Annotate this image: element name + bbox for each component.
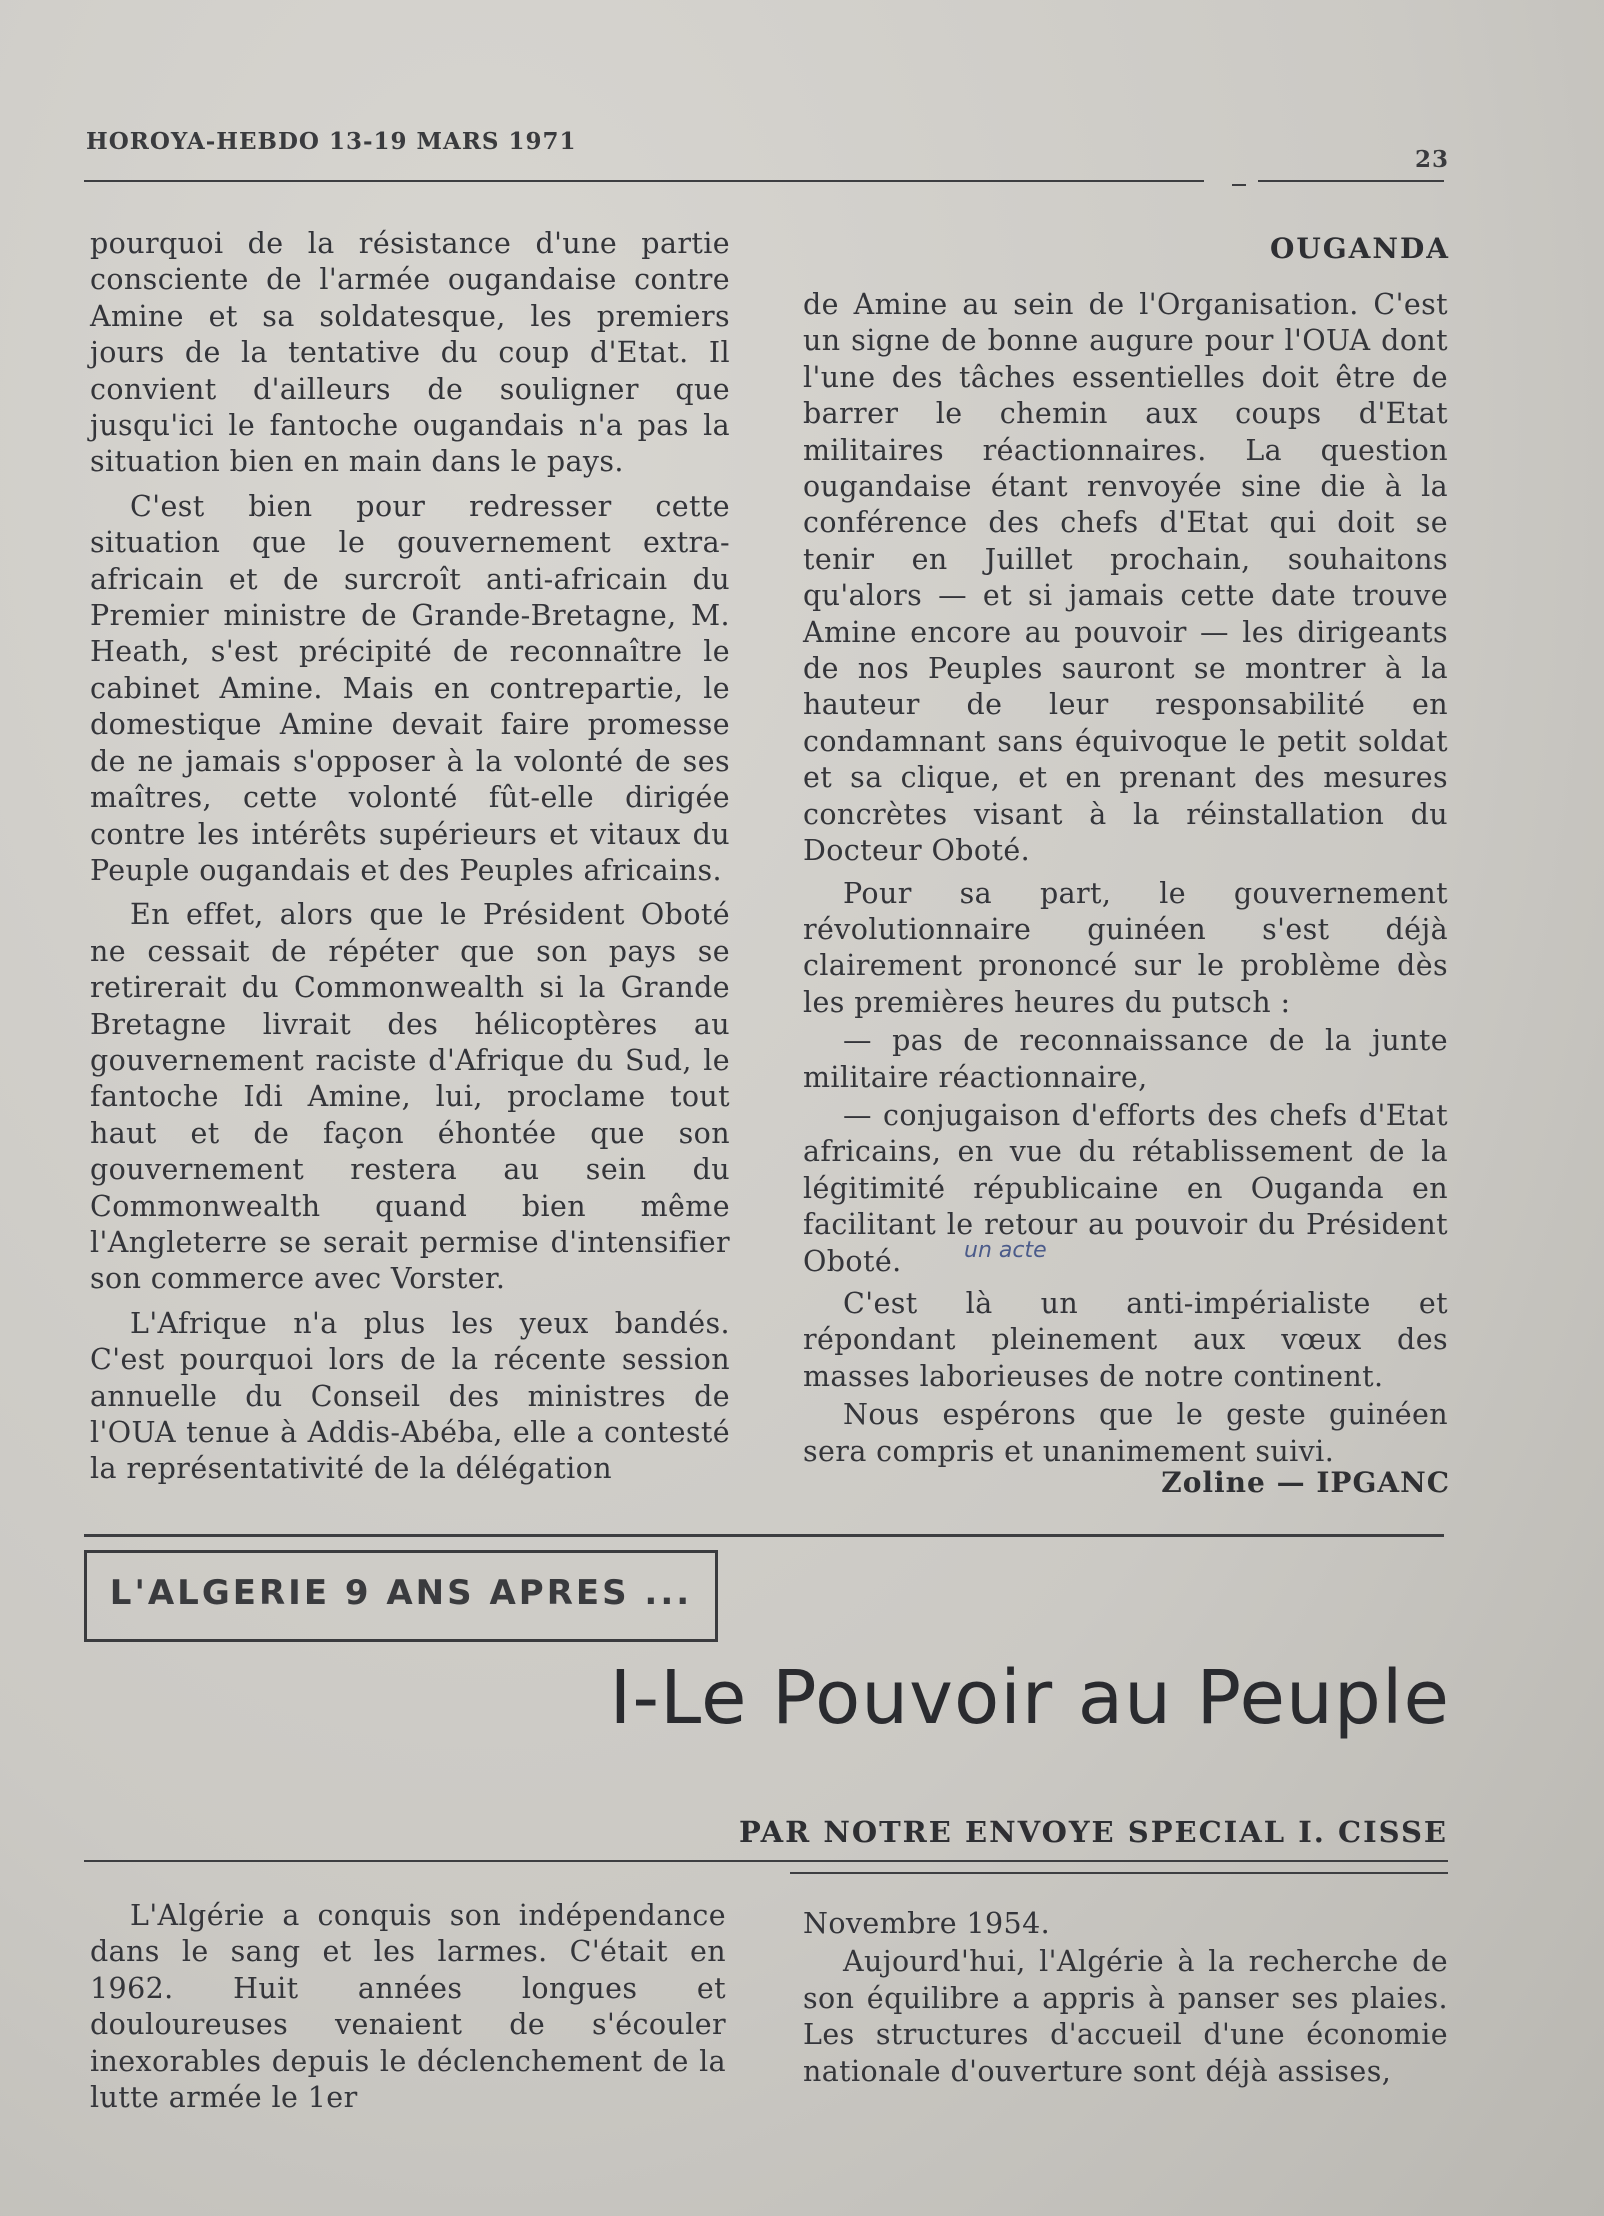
handwritten-note: un acte xyxy=(964,1238,1047,1263)
byline: Zoline — IPGANC xyxy=(1161,1466,1450,1499)
paragraph: L'Afrique n'a plus les yeux bandés. C'est pourquoi lors de la récente session annuelle du Conseil des ministres de l'OUA tenue à Addis-Abéba, elle a contesté la représentativité de la délégation xyxy=(90,1306,730,1486)
paragraph: C'est là un anti-impérialiste et répondant pleinement aux vœux des masses laborieuses de notre continent. xyxy=(803,1286,1448,1393)
paragraph: pourquoi de la résistance d'une partie consciente de l'armée ougandaise contre Amine et sa soldatesque, les premiers jours de la tentative du coup d'Etat. Il convient d'ailleurs de souligner que jusqu'ici le fantoche ougandais n'a pas la situation bien en main dans le pays. xyxy=(90,227,730,479)
header-rule xyxy=(84,180,1204,182)
author-rule xyxy=(84,1860,1448,1862)
paragraph: — conjugaison d'efforts des chefs d'Etat africains, en vue du rétablissement de la légitimité républicaine en Ouganda en facilitant le retour au pouvoir du Président Oboté. xyxy=(803,1098,1448,1278)
author-line: PAR NOTRE ENVOYE SPECIAL I. CISSE xyxy=(738,1815,1448,1849)
paragraph: L'Algérie a conquis son indépendance dans le sang et les larmes. C'était en 1962. Huit années longues et douloureuses venaient de s'écouler inexorables depuis le déclenchement de la lutte armée le 1er xyxy=(90,1899,726,2115)
algerie-left-column xyxy=(90,1898,726,2116)
section-label: OUGANDA xyxy=(1269,232,1450,265)
page-number: 23 xyxy=(1414,146,1449,173)
masthead: HOROYA-HEBDO 13-19 MARS 1971 xyxy=(86,128,577,155)
kicker-title: L'ALGERIE 9 ANS APRES ... xyxy=(109,1573,693,1613)
paragraph: Pour sa part, le gouvernement révolutionnaire guinéen s'est déjà clairement prononcé sur le problème dès les premières heures du putsch : xyxy=(803,876,1448,1019)
headline: I-Le Pouvoir au Peuple xyxy=(609,1655,1450,1741)
ouganda-left-column xyxy=(90,226,730,1488)
header-rule-dash xyxy=(1232,184,1246,186)
paragraph: Novembre 1954. xyxy=(803,1907,1051,1940)
paragraph: Nous espérons que le geste guinéen sera compris et unanimement suivi. xyxy=(803,1398,1448,1468)
author-rule-2 xyxy=(790,1872,1448,1874)
paragraph: Aujourd'hui, l'Algérie à la recherche de son équilibre a appris à panser ses plaies. Les structures d'accueil d'une économie nationale d'ouverture sont déjà assises, xyxy=(803,1945,1448,2088)
paragraph: En effet, alors que le Président Oboté ne cessait de répéter que son pays se retirerait du Commonwealth si la Grande Bretagne livrait des hélicoptères au gouvernement raciste d'Afrique du Sud, le fantoche Idi Amine, lui, proclame tout haut et de façon éhontée que son gouvernement restera au sein du Commonwealth quand bien même l'Angleterre se serait permise d'intensifier son commerce avec Vorster. xyxy=(90,898,730,1296)
kicker-box xyxy=(84,1550,718,1642)
paragraph: de Amine au sein de l'Organisation. C'est un signe de bonne augure pour l'OUA dont l'une des tâches essentielles doit être de barrer le chemin aux coups d'Etat militaires réactionnaires. La question ougandaise étant renvoyée sine die à la conférence des chefs d'Etat qui doit se tenir en Juillet prochain, souhaitons qu'alors — et si jamais cette date trouve Amine encore au pouvoir — les dirigeants de nos Peuples sauront se montrer à la hauteur de leur responsabilité en condamnant sans équivoque le petit soldat et sa clique, et en prenant des mesures concrètes visant à la réinstallation du Docteur Oboté. xyxy=(803,288,1448,868)
ouganda-right-column xyxy=(803,287,1448,1470)
section-divider xyxy=(84,1534,1444,1537)
paragraph: — pas de reconnaissance de la junte militaire réactionnaire, xyxy=(803,1024,1448,1094)
algerie-right-column xyxy=(803,1906,1448,2090)
header-rule-right xyxy=(1258,180,1444,182)
paragraph: C'est bien pour redresser cette situation que le gouvernement extra-africain et de surcroît anti-africain du Premier ministre de Grande-Bretagne, M. Heath, s'est précipité de reconnaître le cabinet Amine. Mais en contrepartie, le domestique Amine devait faire promesse de ne jamais s'opposer à la volonté de ses maîtres, cette volonté fût-elle dirigée contre les intérêts supérieurs et vitaux du Peuple ougandais et des Peuples africains. xyxy=(90,489,730,887)
